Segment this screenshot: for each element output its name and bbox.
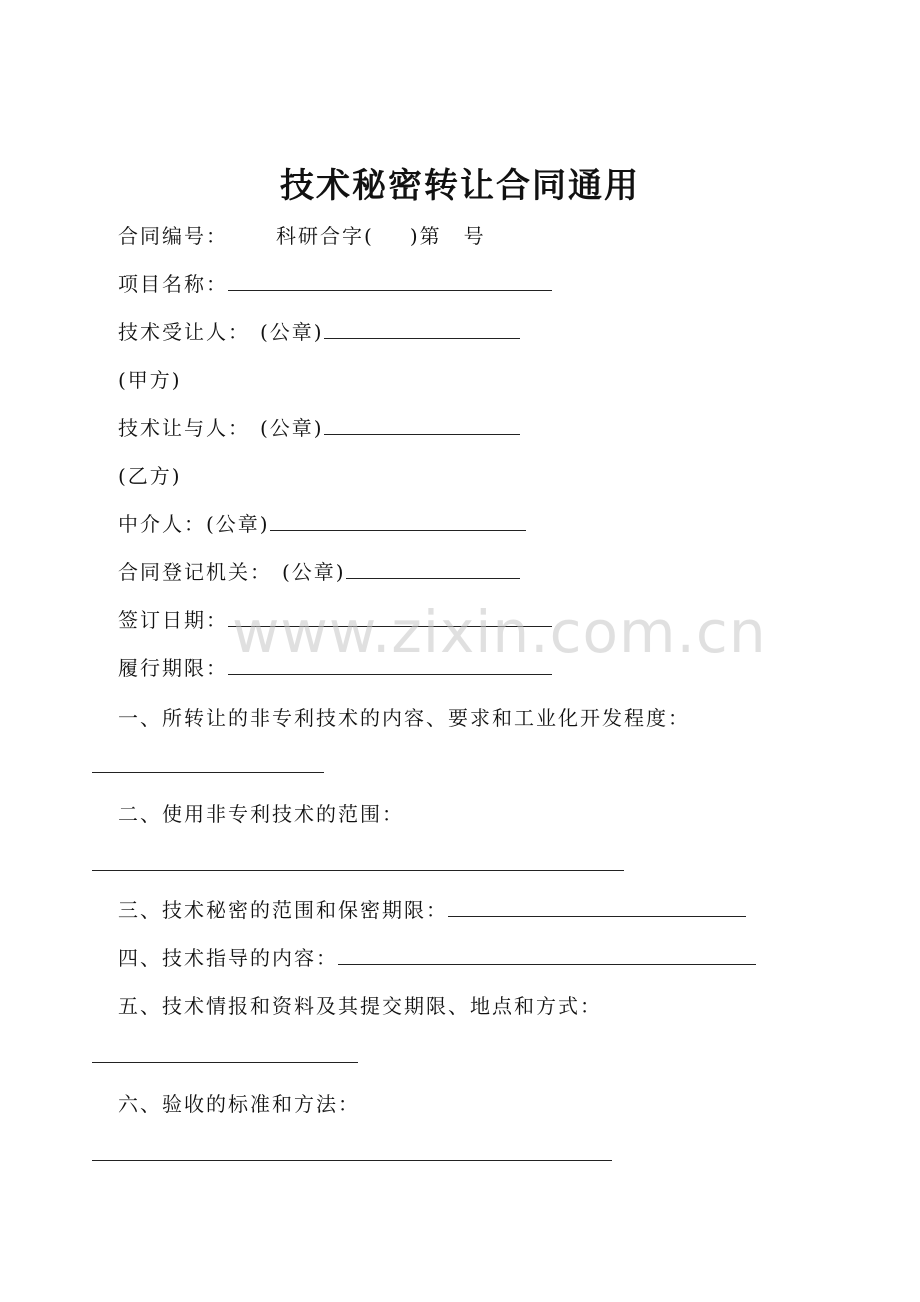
registry-seal: (公章) [282, 560, 346, 584]
intermediary-blank [270, 510, 526, 531]
clause-2: 二、使用非专利技术的范围： [118, 802, 404, 826]
clause-4-blank [338, 944, 756, 965]
contract-number-label: 合同编号： [118, 224, 228, 248]
assignor-party-line [118, 462, 182, 490]
clause-1: 一、所转让的非专利技术的内容、要求和工业化开发程度： [118, 706, 690, 730]
assignor-seal: (公章) [260, 416, 324, 440]
clause-3-blank [448, 896, 746, 917]
contract-number-suffix: 号 [463, 224, 486, 248]
site-watermark: www.zixin.com.cn [232, 598, 767, 666]
contract-number-line [118, 222, 486, 250]
clause-5: 五、技术情报和资料及其提交期限、地点和方式： [118, 994, 602, 1018]
assignee-blank [324, 318, 520, 339]
clause-2-blank [92, 870, 624, 871]
project-name-label: 项目名称： [118, 272, 228, 296]
assignee-party: (甲方) [118, 368, 182, 392]
clause-6: 六、验收的标准和方法： [118, 1092, 360, 1116]
contract-number-prefix: 科研合字( [276, 224, 374, 248]
project-name-blank [228, 270, 552, 291]
assignor-blank [324, 414, 520, 435]
registry-blank [346, 558, 520, 579]
term-label: 履行期限： [118, 656, 228, 680]
assignor-line [118, 414, 520, 442]
assignee-label: 技术受让人： [118, 320, 250, 344]
registry-label: 合同登记机关： [118, 560, 272, 584]
clause-4-line [118, 944, 756, 972]
clause-1-blank [92, 772, 324, 773]
signing-date-label: 签订日期： [118, 608, 228, 632]
assignee-seal: (公章) [260, 320, 324, 344]
clause-5-blank [92, 1062, 358, 1063]
clause-6-blank [92, 1160, 612, 1161]
registry-line [118, 558, 520, 586]
assignor-label: 技术让与人： [118, 416, 250, 440]
project-name-line [118, 270, 552, 298]
assignee-party-line [118, 366, 182, 394]
intermediary-label: 中介人： [118, 512, 206, 536]
clause-3: 三、技术秘密的范围和保密期限： [118, 898, 448, 922]
assignee-line [118, 318, 520, 346]
clause-3-line [118, 896, 746, 924]
document-title: 技术秘密转让合同通用 [280, 166, 640, 206]
assignor-party: (乙方) [118, 464, 182, 488]
clause-4: 四、技术指导的内容： [118, 946, 338, 970]
contract-number-middle: )第 [409, 224, 442, 248]
intermediary-line [118, 510, 526, 538]
intermediary-seal: (公章) [206, 512, 270, 536]
